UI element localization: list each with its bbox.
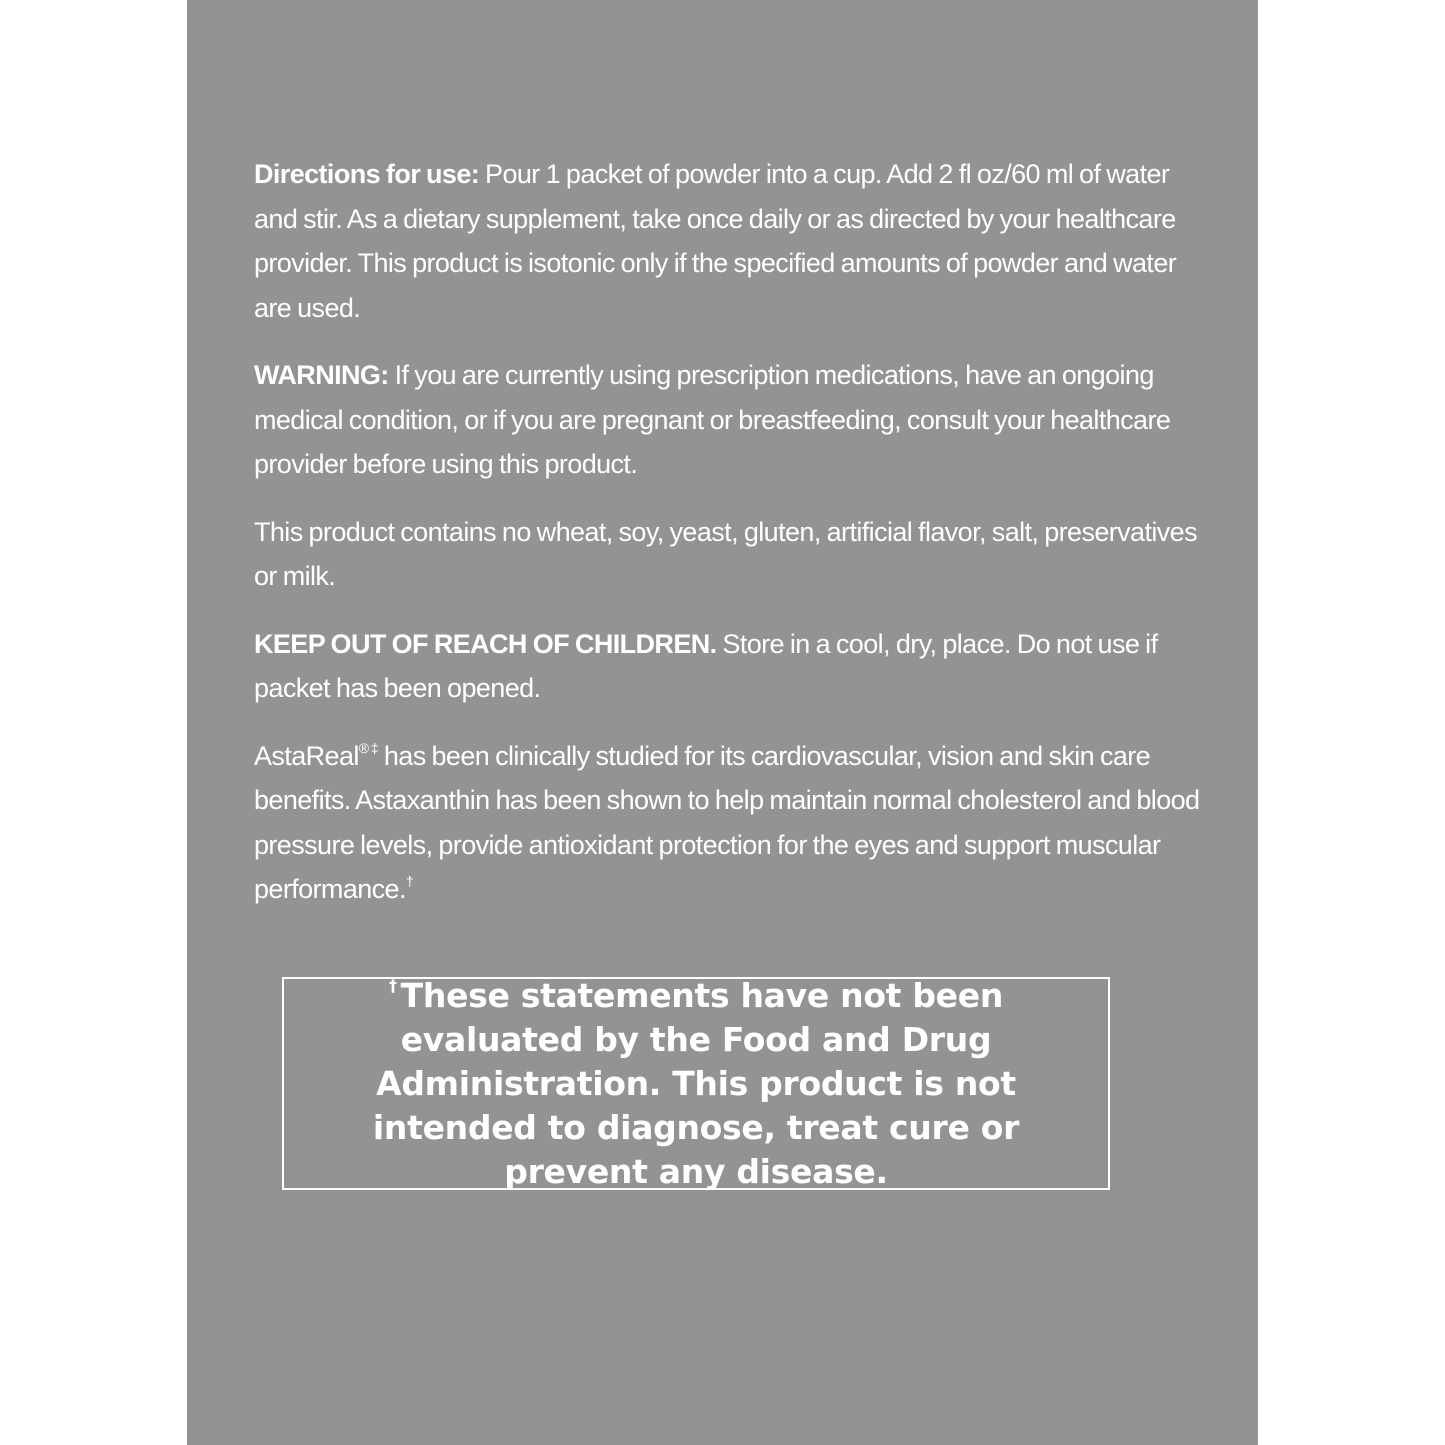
warning-heading: WARNING: (254, 360, 389, 390)
warning-text: If you are currently using prescription medications, have an ongoing medical condition, or if you are pregnant or breastfeeding, consult your healthcare provider before using this product. (254, 360, 1171, 479)
storage-paragraph (254, 622, 1214, 711)
allergens-paragraph (254, 510, 1214, 599)
label-content (254, 152, 1214, 935)
storage-text: Store in a cool, dry, place. Do not use if packet has been opened. (254, 628, 1158, 703)
directions-text: Pour 1 packet of powder into a cup. Add 2 fl oz/60 ml of water and stir. As a dietary supplement, take once daily or as directed by your healthcare provider. This product is isotonic only if the specified amounts of powder and water are used. (254, 159, 1177, 323)
directions-paragraph (254, 152, 1214, 330)
dagger-footnote-mark: † (405, 873, 414, 889)
fda-disclaimer (296, 974, 1096, 1194)
registered-trademark-marks: ® ‡ (358, 739, 378, 756)
warning-paragraph (254, 353, 1214, 487)
astareal-brand: AstaReal (254, 740, 359, 771)
storage-heading: KEEP OUT OF REACH OF CHILDREN. (254, 628, 717, 659)
allergens-text: This product contains no wheat, soy, yeast, gluten, artificial flavor, salt, preservatives or milk. (254, 516, 1197, 591)
astareal-text: has been clinically studied for its cardiovascular, vision and skin care benefits. Astaxanthin has been shown to help maintain normal cholesterol and blood pressure levels, provide antioxidant protection for the eyes and support muscular performance. (254, 740, 1200, 904)
fda-disclaimer-box (282, 977, 1110, 1190)
disclaimer-dagger-mark: † (388, 975, 397, 995)
directions-heading: Directions for use: (254, 159, 480, 189)
astareal-paragraph (254, 734, 1214, 912)
disclaimer-text: These statements have not been evaluated by the Food and Drug Administration. This product is not intended to diagnose, treat cure or prevent any disease. (372, 975, 1020, 1191)
